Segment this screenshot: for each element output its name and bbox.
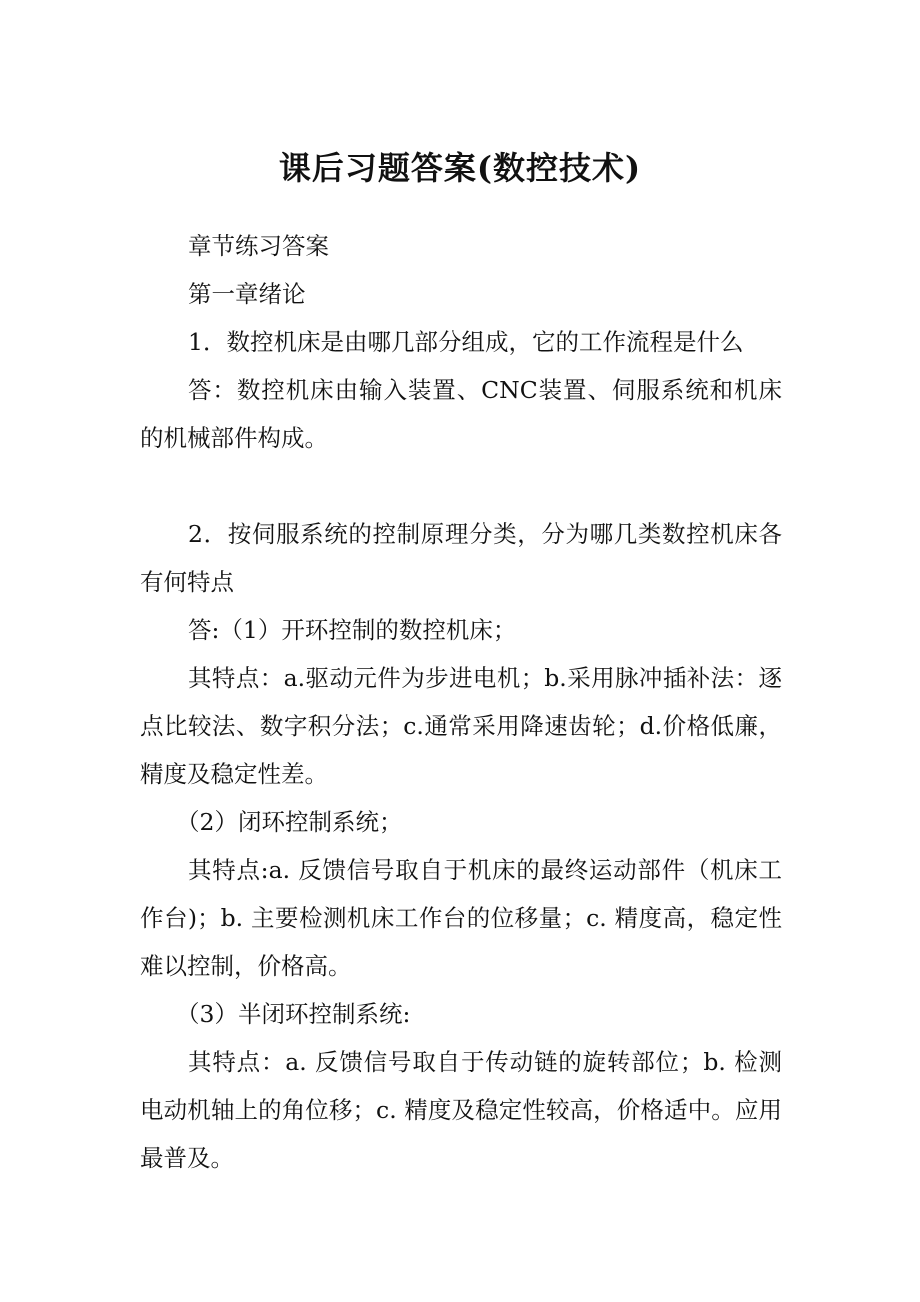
chapter-heading: 第一章绪论 bbox=[188, 280, 306, 308]
closed-loop-features: 其特点:a. 反馈信号取自于机床的最终运动部件（机床工作台)；b. 主要检测机床工作台的位移量；c. 精度高，稳定性难以控制，价格高。 bbox=[140, 856, 782, 980]
question-2: 2．按伺服系统的控制原理分类，分为哪几类数控机床各有何特点 bbox=[140, 520, 782, 596]
semi-closed-loop-heading: （3）半闭环控制系统: bbox=[176, 1000, 411, 1028]
blank-line bbox=[140, 462, 782, 510]
closed-loop-heading: （2）闭环控制系统； bbox=[176, 808, 403, 836]
document-body bbox=[140, 222, 782, 1182]
answer-2-intro: 答:（1）开环控制的数控机床； bbox=[188, 616, 517, 644]
open-loop-features: 其特点：a.驱动元件为步进电机；b.采用脉冲插补法：逐点比较法、数字积分法；c.通常采用降速齿轮；d.价格低廉，精度及稳定性差。 bbox=[140, 664, 782, 788]
answer-1: 答：数控机床由输入装置、CNC装置、伺服系统和机床的机械部件构成。 bbox=[140, 376, 782, 452]
section-heading: 章节练习答案 bbox=[188, 232, 329, 260]
question-1: 1．数控机床是由哪几部分组成，它的工作流程是什么 bbox=[188, 328, 744, 356]
document-title: 课后习题答案(数控技术) bbox=[278, 149, 642, 187]
semi-closed-loop-features: 其特点：a. 反馈信号取自于传动链的旋转部位；b. 检测电动机轴上的角位移；c. 精度及稳定性较高，价格适中。应用最普及。 bbox=[140, 1048, 782, 1172]
